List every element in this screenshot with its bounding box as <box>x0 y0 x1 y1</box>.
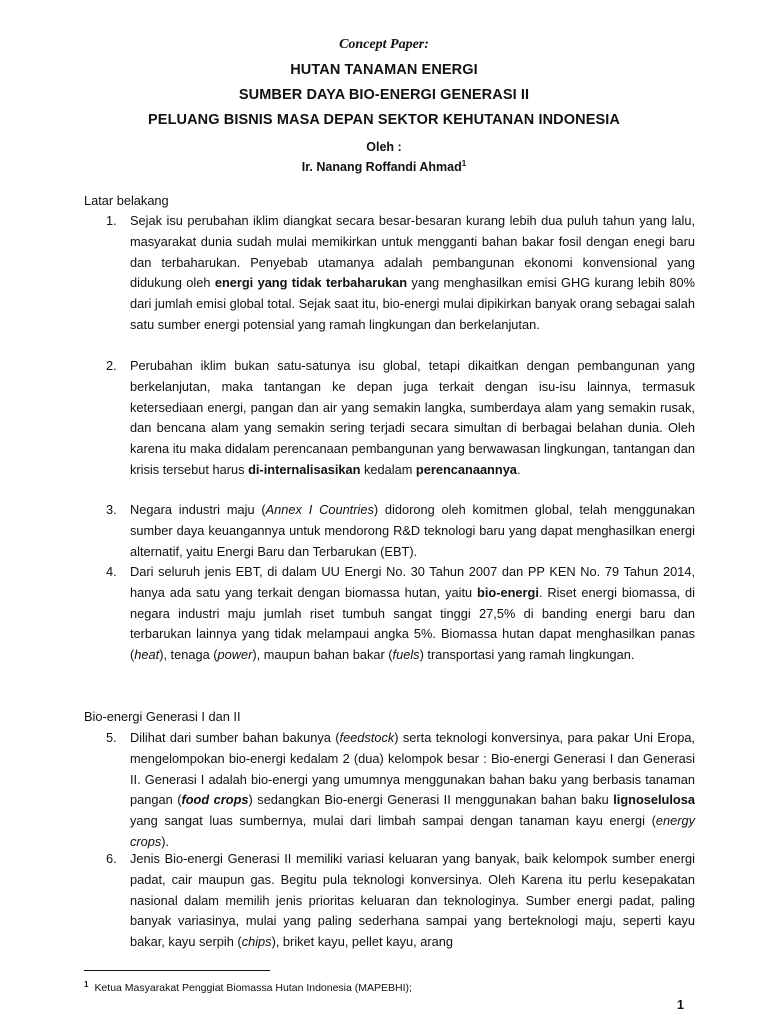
body-text: ), tenaga ( <box>159 647 218 663</box>
title-line-3: PELUANG BISNIS MASA DEPAN SEKTOR KEHUTANAN INDONESIA <box>148 112 620 128</box>
body-text: ). <box>161 833 170 849</box>
emphasis-text: perencanaannya <box>415 461 517 477</box>
emphasis-text: heat <box>134 647 160 663</box>
paragraph-item-2 <box>130 356 695 481</box>
footnote-mark: 1 <box>84 980 89 989</box>
emphasis-text: food crops <box>181 792 249 808</box>
title-line-2: SUMBER DAYA BIO-ENERGI GENERASI II <box>238 87 530 103</box>
concept-paper-label: Concept Paper: <box>339 37 429 52</box>
paragraph-item-5 <box>130 728 695 853</box>
emphasis-text: bio-energi <box>477 584 539 600</box>
item-number: 4. <box>106 564 117 579</box>
body-text: Dari seluruh jenis EBT, di dalam UU Energi No. 30 Tahun 2007 dan PP KEN No. 79 Tahun 2014, hanya ada satu yang terkait dengan biomassa hutan, yaitu <box>130 564 695 600</box>
item-number: 3. <box>106 502 117 517</box>
footnote-divider <box>84 970 270 971</box>
paragraph-item-4 <box>130 562 695 666</box>
body-text: ) transportasi yang ramah lingkungan. <box>419 647 635 663</box>
body-text: Negara industri maju ( <box>130 502 266 517</box>
emphasis-text: Annex I Countries <box>265 502 374 517</box>
body-text: ), maupun bahan bakar ( <box>252 647 393 663</box>
author-line <box>0 159 768 174</box>
paragraph-item-6 <box>130 849 695 953</box>
item-number: 2. <box>106 358 117 373</box>
section-heading-background: Latar belakang <box>84 193 169 208</box>
emphasis-text: energi yang tidak terbaharukan <box>214 275 408 291</box>
item-number: 1. <box>106 213 117 228</box>
emphasis-text: lignoselulosa <box>613 792 695 808</box>
body-text: ), briket kayu, pellet kayu, arang <box>271 934 453 950</box>
body-text: ) serta teknologi konversinya, para pakar Uni Eropa, mengelompokan bio-energi kedalam 2 (dua) kelompok besar : Bio-energi Generasi I dan Generasi II. Generasi I adalah bio-energi yang umumnya menggunakan bahan baku yang berbasis tanaman pangan ( <box>130 730 695 808</box>
body-text: yang sangat luas sumbernya, mulai dari limbah sampai dengan tanaman kayu energi ( <box>130 813 656 829</box>
footnote-text: Ketua Masyarakat Penggiat Biomassa Hutan Indonesia (MAPEBHI); <box>94 982 412 994</box>
title-line-1: HUTAN TANAMAN ENERGI <box>290 62 478 78</box>
author-name: Ir. Nanang Roffandi Ahmad <box>301 160 462 174</box>
emphasis-text: feedstock <box>339 730 395 745</box>
item-number: 5. <box>106 730 117 745</box>
emphasis-text: energy crops <box>130 813 695 849</box>
body-text: . <box>516 461 521 477</box>
author-footnote-mark: 1 <box>461 159 467 168</box>
body-text: kedalam <box>360 461 416 477</box>
body-text: yang menghasilkan emisi GHG kurang lebih 80% dari jumlah emisi global total. Sejak saat itu, bio-energi mulai dipikirkan banyak orang sebagai salah satu sumber energi potensial yang ramah lingkungan dan berkelanjutan. <box>130 275 695 332</box>
section-heading-bioenergy: Bio-energi Generasi I dan II <box>84 709 241 724</box>
body-text: Jenis Bio-energi Generasi II memiliki variasi keluaran yang banyak, baik kelompok sumber energi padat, cair maupun gas. Begitu pula teknologi konversinya. Oleh Karena itu perlu kesepakatan nasional dalam memilih jenis prioritas keluaran dan teknologinya. Sumber energi padat, paling banyak variasinya, mulai yang paling sederhana sampai yang berteknologi maju, seperti kayu bakar, kayu serpih ( <box>130 851 695 950</box>
paragraph-item-3 <box>130 500 695 562</box>
byline-label: Oleh : <box>366 140 402 154</box>
paragraph-item-1 <box>130 211 695 336</box>
body-text: ) didorong oleh komitmen global, telah menggunakan sumber daya keuangannya untuk mendorong R&D teknologi baru yang dapat menghasilkan energi alternatif, yaitu Energi Baru dan Terbarukan (EBT). <box>130 502 695 559</box>
item-number: 6. <box>106 851 117 866</box>
emphasis-text: fuels <box>392 647 420 663</box>
body-text: . Riset energi biomassa, di negara industri maju jumlah riset tumbuh sangat tinggi 27,5% di banding energi baru dan terbarukan lainnya yang tidak melampaui angka 5%. Biomassa hutan dapat menghasilkan panas ( <box>130 584 695 663</box>
body-text: ) sedangkan Bio-energi Generasi II menggunakan bahan baku <box>248 792 614 808</box>
emphasis-text: chips <box>241 934 272 950</box>
page-number: 1 <box>677 998 684 1012</box>
emphasis-text: di-internalisasikan <box>248 461 361 477</box>
emphasis-text: power <box>217 647 253 663</box>
footnote <box>84 980 412 994</box>
body-text: Perubahan iklim bukan satu-satunya isu global, tetapi dikaitkan dengan pembangunan yang berkelanjutan, maka tantangan ke depan juga terkait dengan isu-isu lainnya, termasuk ketersediaan energi, pangan dan air yang semakin langka, sumberdaya alam yang semakin rusak, dan bencana alam yang semakin sering terjadi secara simultan di berbagai belahan dunia. Oleh karena itu maka didalam perencanaan pembangunan yang berwawasan lingkungan, tantangan dan krisis tersebut harus <box>130 358 695 477</box>
body-text: Dilihat dari sumber bahan bakunya ( <box>130 730 340 745</box>
body-text: Sejak isu perubahan iklim diangkat secara besar-besaran kurang lebih dua puluh tahun yang lalu, masyarakat dunia sudah mulai memikirkan untuk mengganti bahan bakar fosil dengan enegi baru dan terbaharukan. Penyebab utamanya adalah pembangunan ekonomi konvensional yang didukung oleh <box>130 213 695 291</box>
